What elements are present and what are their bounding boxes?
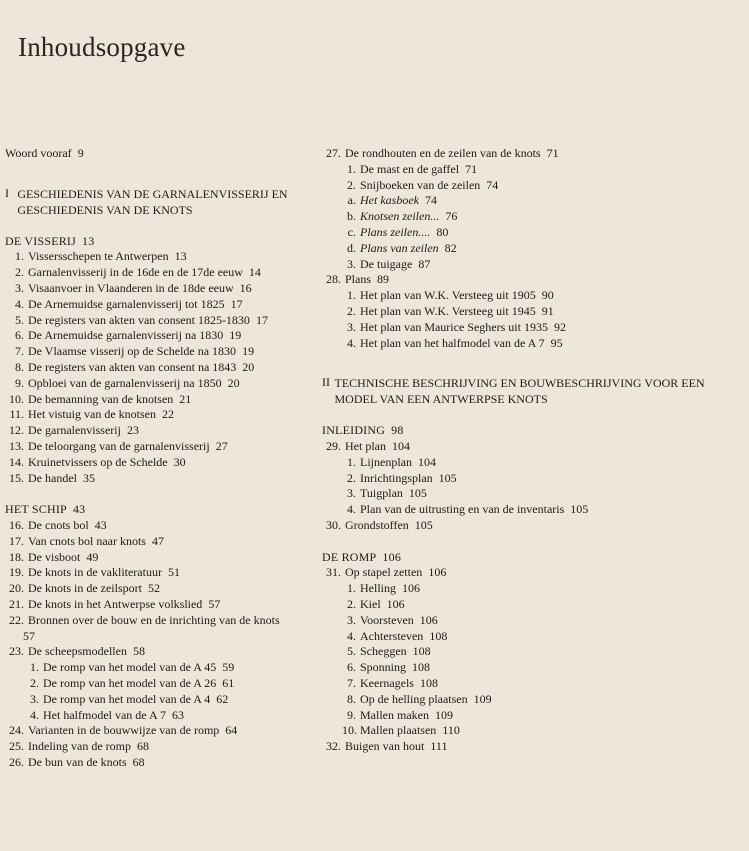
section-heading xyxy=(5,502,325,518)
entry-number: c. xyxy=(347,224,356,239)
toc-subentry xyxy=(322,225,742,241)
entry-title: De bemanning van de knotsen xyxy=(28,391,174,406)
page-number: 111 xyxy=(430,739,448,754)
part-title: GESCHIEDENIS VAN DE GARNALENVISSERIJ EN GESCHIEDENIS VAN DE KNOTS xyxy=(17,186,288,217)
section-title: HET SCHIP xyxy=(5,502,67,517)
page-number: 27 xyxy=(215,438,228,453)
entry-number: 8. xyxy=(15,359,24,374)
page-number: 63 xyxy=(171,707,184,722)
page-number: 74 xyxy=(424,193,437,208)
entry-title: De knots in de vakliteratuur xyxy=(28,565,162,580)
toc-subentry xyxy=(322,644,742,660)
entry-title: Knotsen zeilen... xyxy=(360,209,440,224)
toc-subentry xyxy=(322,581,742,597)
toc-subentry xyxy=(322,597,742,613)
entry-number: 1. xyxy=(15,249,24,264)
toc-entry xyxy=(5,313,325,329)
page-number: 64 xyxy=(225,723,238,738)
entry-number: 9. xyxy=(15,375,24,390)
toc-subentry xyxy=(322,723,742,739)
page-number: 58 xyxy=(132,644,145,659)
entry-title: De Vlaamse visserij op de Schelde na 1830 xyxy=(28,344,237,359)
entry-title: Scheggen xyxy=(360,644,407,659)
toc-subentry xyxy=(322,629,742,645)
page-number: 22 xyxy=(161,407,174,422)
toc-entry xyxy=(322,146,742,162)
toc-entry xyxy=(5,565,325,581)
entry-title: De romp van het model van de A 45 xyxy=(43,660,217,675)
toc-entry xyxy=(5,439,325,455)
toc-entry xyxy=(5,392,325,408)
entry-title: De bun van de knots xyxy=(28,754,127,769)
toc-entry xyxy=(5,344,325,360)
toc-subentry xyxy=(322,288,742,304)
entry-title: Het vistuig van de knotsen xyxy=(28,407,156,422)
toc-entry xyxy=(5,597,325,613)
page-number: 98 xyxy=(391,423,404,438)
page-number: 104 xyxy=(392,438,410,453)
entry-title: De rondhouten en de zeilen van de knots xyxy=(345,146,541,160)
entry-number: 26. xyxy=(9,754,24,769)
entry-title: Woord vooraf xyxy=(5,146,72,160)
page-number: 105 xyxy=(438,470,457,485)
entry-number: 21. xyxy=(9,596,24,611)
entry-number: b. xyxy=(347,209,356,224)
entry-number: 24. xyxy=(9,723,24,738)
entry-title: Inrichtingsplan xyxy=(360,470,433,485)
entry-title: Plan van de uitrusting en van de inventaris xyxy=(360,502,565,517)
toc-entry xyxy=(5,518,325,534)
page-number: 74 xyxy=(486,177,499,192)
entry-number: 3. xyxy=(30,691,39,706)
entry-title: Bronnen over de bouw en de inrichting van de knots xyxy=(28,612,280,627)
entry-number: 18. xyxy=(9,549,24,564)
toc-entry xyxy=(5,550,325,566)
entry-number: 31. xyxy=(326,565,341,580)
section-title: DE VISSERIJ xyxy=(5,233,76,248)
page-number: 106 xyxy=(402,581,420,596)
page-number: 20 xyxy=(242,359,255,374)
page-number: 90 xyxy=(541,288,554,303)
page-number: 43 xyxy=(72,502,86,517)
entry-title: De romp van het model van de A 4 xyxy=(43,691,211,706)
entry-title: Grondstoffen xyxy=(345,517,409,532)
page-title: Inhoudsopgave xyxy=(18,32,186,62)
entry-title: De handel xyxy=(28,470,77,485)
entry-number: 2. xyxy=(347,177,356,192)
entry-number: 29. xyxy=(326,438,341,453)
toc-subentry xyxy=(322,455,742,471)
entry-number: 20. xyxy=(9,581,24,596)
entry-number: 3. xyxy=(347,486,356,501)
entry-title: Plans van zeilen xyxy=(360,240,439,255)
entry-title: Kiel xyxy=(360,596,381,611)
entry-number: 10. xyxy=(342,723,357,738)
entry-title: De registers van akten van consent 1825-1830 xyxy=(28,312,250,327)
toc-entry xyxy=(322,518,742,534)
entry-number: 2. xyxy=(347,470,356,485)
entry-number: a. xyxy=(347,193,356,208)
page-number: 91 xyxy=(541,303,554,318)
entry-title: Snijboeken van de zeilen xyxy=(360,177,481,192)
page-number: 89 xyxy=(377,272,390,287)
page-number: 105 xyxy=(414,517,433,532)
page-number: 23 xyxy=(126,423,139,438)
page-number: 110 xyxy=(442,723,460,738)
toc-entry xyxy=(5,581,325,597)
page-number: 61 xyxy=(222,675,235,690)
entry-title: Het plan van W.K. Versteeg uit 1945 xyxy=(360,303,536,318)
entry-number: 1. xyxy=(347,454,356,469)
toc-subentry xyxy=(322,209,742,225)
entry-title: De Arnemuidse garnalenvisserij tot 1825 xyxy=(28,296,225,311)
entry-number: 22. xyxy=(9,612,24,627)
page-number: 20 xyxy=(227,375,240,390)
entry-number: 17. xyxy=(9,533,24,548)
entry-number: 4. xyxy=(15,296,24,311)
page-number: 19 xyxy=(242,344,255,359)
toc-subentry xyxy=(322,613,742,629)
toc-subentry xyxy=(5,692,325,708)
toc-entry xyxy=(322,565,742,581)
spacer xyxy=(322,407,742,423)
entry-number: 25. xyxy=(9,739,24,754)
entry-title: De tuigage xyxy=(360,256,413,271)
toc-subentry xyxy=(322,193,742,209)
page-number: 104 xyxy=(417,454,436,469)
entry-title: Varianten in de bouwwijze van de romp xyxy=(28,723,220,738)
toc-entry xyxy=(5,613,325,629)
entry-title: Van cnots bol naar knots xyxy=(28,533,146,548)
entry-number: 13. xyxy=(9,438,24,453)
entry-number: 2. xyxy=(30,675,39,690)
toc-entry xyxy=(5,281,325,297)
page-number: 47 xyxy=(151,533,164,548)
spacer xyxy=(322,534,742,550)
entry-number: 5. xyxy=(347,644,356,659)
entry-number: 2. xyxy=(347,596,356,611)
page-number: 82 xyxy=(444,240,457,255)
page-number: 57 xyxy=(23,628,35,643)
entry-number: 16. xyxy=(9,517,24,532)
toc-subentry xyxy=(322,304,742,320)
page-number: 17 xyxy=(255,312,268,327)
toc-left-column xyxy=(5,146,325,771)
part-number: I xyxy=(5,185,9,200)
entry-title: De cnots bol xyxy=(28,517,89,532)
page-number: 59 xyxy=(222,660,235,675)
page-number: 49 xyxy=(86,549,99,564)
toc-entry-continuation xyxy=(5,629,325,645)
toc-subentry xyxy=(322,257,742,273)
entry-number: 32. xyxy=(326,739,341,754)
page-number: 51 xyxy=(167,565,180,580)
toc-subentry xyxy=(322,162,742,178)
entry-number: 9. xyxy=(347,707,356,722)
page-number: 108 xyxy=(412,644,431,659)
entry-title: Garnalenvisserij in de 16de en de 17de eeuw xyxy=(28,265,243,280)
entry-number: 15. xyxy=(9,470,24,485)
entry-title: Indeling van de romp xyxy=(28,739,131,754)
entry-title: Achtersteven xyxy=(360,628,424,643)
entry-number: 30. xyxy=(326,517,341,532)
entry-title: Tuigplan xyxy=(360,486,403,501)
entry-title: Het plan xyxy=(345,438,386,453)
entry-number: 12. xyxy=(9,423,24,438)
page-number: 71 xyxy=(546,146,559,160)
entry-title: Mallen plaatsen xyxy=(360,723,437,738)
entry-number: 10. xyxy=(9,391,24,406)
page-number: 76 xyxy=(445,209,458,224)
toc-entry xyxy=(5,723,325,739)
page-number: 52 xyxy=(147,581,160,596)
page-number: 106 xyxy=(419,612,438,627)
entry-number: 3. xyxy=(15,280,24,295)
page-number: 30 xyxy=(173,454,186,469)
entry-number: 7. xyxy=(347,675,356,690)
spacer xyxy=(5,486,325,502)
entry-title: Het kasboek xyxy=(360,193,419,208)
page-number: 106 xyxy=(386,596,405,611)
entry-number: 6. xyxy=(15,328,24,343)
page-number: 57 xyxy=(208,596,221,611)
page-number: 109 xyxy=(434,707,453,722)
entry-title: Mallen maken xyxy=(360,707,429,722)
entry-title: De registers van akten van consent na 1843 xyxy=(28,359,237,374)
entry-title: Keernagels xyxy=(360,675,414,690)
entry-title: De visboot xyxy=(28,549,81,564)
toc-entry xyxy=(5,755,325,771)
page-number: 43 xyxy=(94,517,107,532)
toc-entry xyxy=(5,328,325,344)
page-number: 109 xyxy=(473,691,492,706)
part-heading xyxy=(322,375,742,407)
page-number: 9 xyxy=(77,146,84,160)
entry-title: De romp van het model van de A 26 xyxy=(43,675,217,690)
toc-subentry xyxy=(5,708,325,724)
entry-title: De Arnemuidse garnalenvisserij na 1830 xyxy=(28,328,224,343)
page-number: 19 xyxy=(229,328,242,343)
toc-subentry xyxy=(322,708,742,724)
entry-title: Voorsteven xyxy=(360,612,414,627)
entry-number: 7. xyxy=(15,344,24,359)
toc-entry xyxy=(5,739,325,755)
toc-entry xyxy=(5,644,325,660)
toc-entry xyxy=(5,249,325,265)
toc-right-column xyxy=(322,146,742,755)
toc-subentry xyxy=(5,676,325,692)
page-number: 80 xyxy=(436,224,449,239)
entry-title: Visaanvoer in Vlaanderen in de 18de eeuw xyxy=(28,280,234,295)
toc-entry xyxy=(322,272,742,288)
toc-entry xyxy=(5,360,325,376)
entry-title: Plans zeilen.... xyxy=(360,224,431,239)
entry-title: Buigen van hout xyxy=(345,739,425,754)
page-number: 13 xyxy=(174,249,187,264)
toc-subentry xyxy=(322,471,742,487)
entry-title: De garnalenvisserij xyxy=(28,423,121,438)
entry-title: Het plan van het halfmodel van de A 7 xyxy=(360,335,545,350)
page-number: 108 xyxy=(429,628,448,643)
toc-entry xyxy=(322,439,742,455)
toc-subentry xyxy=(322,502,742,518)
entry-number: 14. xyxy=(9,454,24,469)
toc-entry xyxy=(5,297,325,313)
toc-subentry xyxy=(322,660,742,676)
entry-title: Op stapel zetten xyxy=(345,565,423,580)
page-number: 71 xyxy=(465,161,478,176)
entry-title: De knots in het Antwerpse volkslied xyxy=(28,596,203,611)
entry-title: Het halfmodel van de A 7 xyxy=(43,707,166,722)
page-number: 87 xyxy=(418,256,431,271)
spacer xyxy=(5,162,325,186)
entry-title: Sponning xyxy=(360,660,407,675)
toc-subentry xyxy=(322,178,742,194)
entry-number: 4. xyxy=(347,502,356,517)
part-title: TECHNISCHE BESCHRIJVING EN BOUWBESCHRIJVING VOOR EEN MODEL VAN EEN ANTWERPSE KNOTS xyxy=(334,376,705,407)
entry-title: Opbloei van de garnalenvisserij na 1850 xyxy=(28,375,222,390)
toc-subentry xyxy=(322,320,742,336)
toc-subentry xyxy=(322,692,742,708)
entry-number: 8. xyxy=(347,691,356,706)
part-number: II xyxy=(322,375,330,390)
toc-entry xyxy=(5,455,325,471)
entry-number: 2. xyxy=(347,303,356,318)
toc-entry xyxy=(322,739,742,755)
page-number: 105 xyxy=(570,502,589,517)
entry-title: Het plan van Maurice Seghers uit 1935 xyxy=(360,319,548,334)
page-number: 68 xyxy=(132,754,145,769)
page-number: 62 xyxy=(216,691,229,706)
page-number: 17 xyxy=(230,296,243,311)
entry-number: 5. xyxy=(15,312,24,327)
entry-title: Op de helling plaatsen xyxy=(360,691,468,706)
entry-title: Plans xyxy=(345,272,372,287)
toc-subentry xyxy=(322,486,742,502)
part-heading xyxy=(5,186,325,218)
entry-title: De teloorgang van de garnalenvisserij xyxy=(28,438,210,453)
entry-number: 3. xyxy=(347,612,356,627)
toc-entry xyxy=(5,265,325,281)
page-number: 95 xyxy=(550,335,563,350)
entry-number: 3. xyxy=(347,319,356,334)
entry-number: 1. xyxy=(347,288,356,303)
toc-entry xyxy=(5,376,325,392)
toc-subentry xyxy=(322,336,742,352)
entry-number: 4. xyxy=(347,335,356,350)
entry-number: 4. xyxy=(347,628,356,643)
page-number: 14 xyxy=(248,265,261,280)
page-number: 108 xyxy=(419,675,438,690)
spacer xyxy=(322,351,742,375)
section-title: DE ROMP xyxy=(322,549,377,564)
toc-subentry xyxy=(5,660,325,676)
entry-number: 23. xyxy=(9,644,24,659)
entry-number: 19. xyxy=(9,565,24,580)
entry-title: Lijnenplan xyxy=(360,454,412,469)
page-number: 106 xyxy=(428,565,447,580)
entry-number: 4. xyxy=(30,707,39,722)
section-heading xyxy=(5,234,325,250)
page-number: 13 xyxy=(82,233,95,248)
toc-subentry xyxy=(322,676,742,692)
entry-number: 28. xyxy=(326,272,341,287)
section-title: INLEIDING xyxy=(322,423,386,438)
entry-number: d. xyxy=(347,240,356,255)
entry-number: 27. xyxy=(326,146,341,160)
entry-number: 2. xyxy=(15,265,24,280)
entry-title: De mast en de gaffel xyxy=(360,161,460,176)
entry-title: De scheepsmodellen xyxy=(28,644,127,659)
page-number: 108 xyxy=(412,660,431,675)
page-number: 105 xyxy=(408,486,427,501)
entry-number: 1. xyxy=(30,660,39,675)
toc-entry xyxy=(5,534,325,550)
entry-title: Kruinetvissers op de Schelde xyxy=(28,454,168,469)
page-number: 92 xyxy=(553,319,566,334)
entry-title: De knots in de zeilsport xyxy=(28,581,142,596)
entry-number: 1. xyxy=(347,581,356,596)
entry-title: Helling xyxy=(360,581,396,596)
toc-entry xyxy=(5,146,325,162)
page-number: 35 xyxy=(82,470,95,485)
entry-number: 11. xyxy=(9,407,24,422)
toc-entry xyxy=(5,423,325,439)
entry-number: 6. xyxy=(347,660,356,675)
entry-title: Het plan van W.K. Versteeg uit 1905 xyxy=(360,288,536,303)
section-heading xyxy=(322,550,742,566)
page-number: 16 xyxy=(239,280,252,295)
entry-number: 3. xyxy=(347,256,356,271)
page-number: 21 xyxy=(179,391,192,406)
entry-number: 1. xyxy=(347,161,356,176)
spacer xyxy=(5,218,325,234)
toc-entry xyxy=(5,407,325,423)
entry-title: Vissersschepen te Antwerpen xyxy=(28,249,169,264)
page-number: 68 xyxy=(136,739,149,754)
toc-entry xyxy=(5,471,325,487)
page-number: 106 xyxy=(382,549,402,564)
toc-subentry xyxy=(322,241,742,257)
section-heading xyxy=(322,423,742,439)
